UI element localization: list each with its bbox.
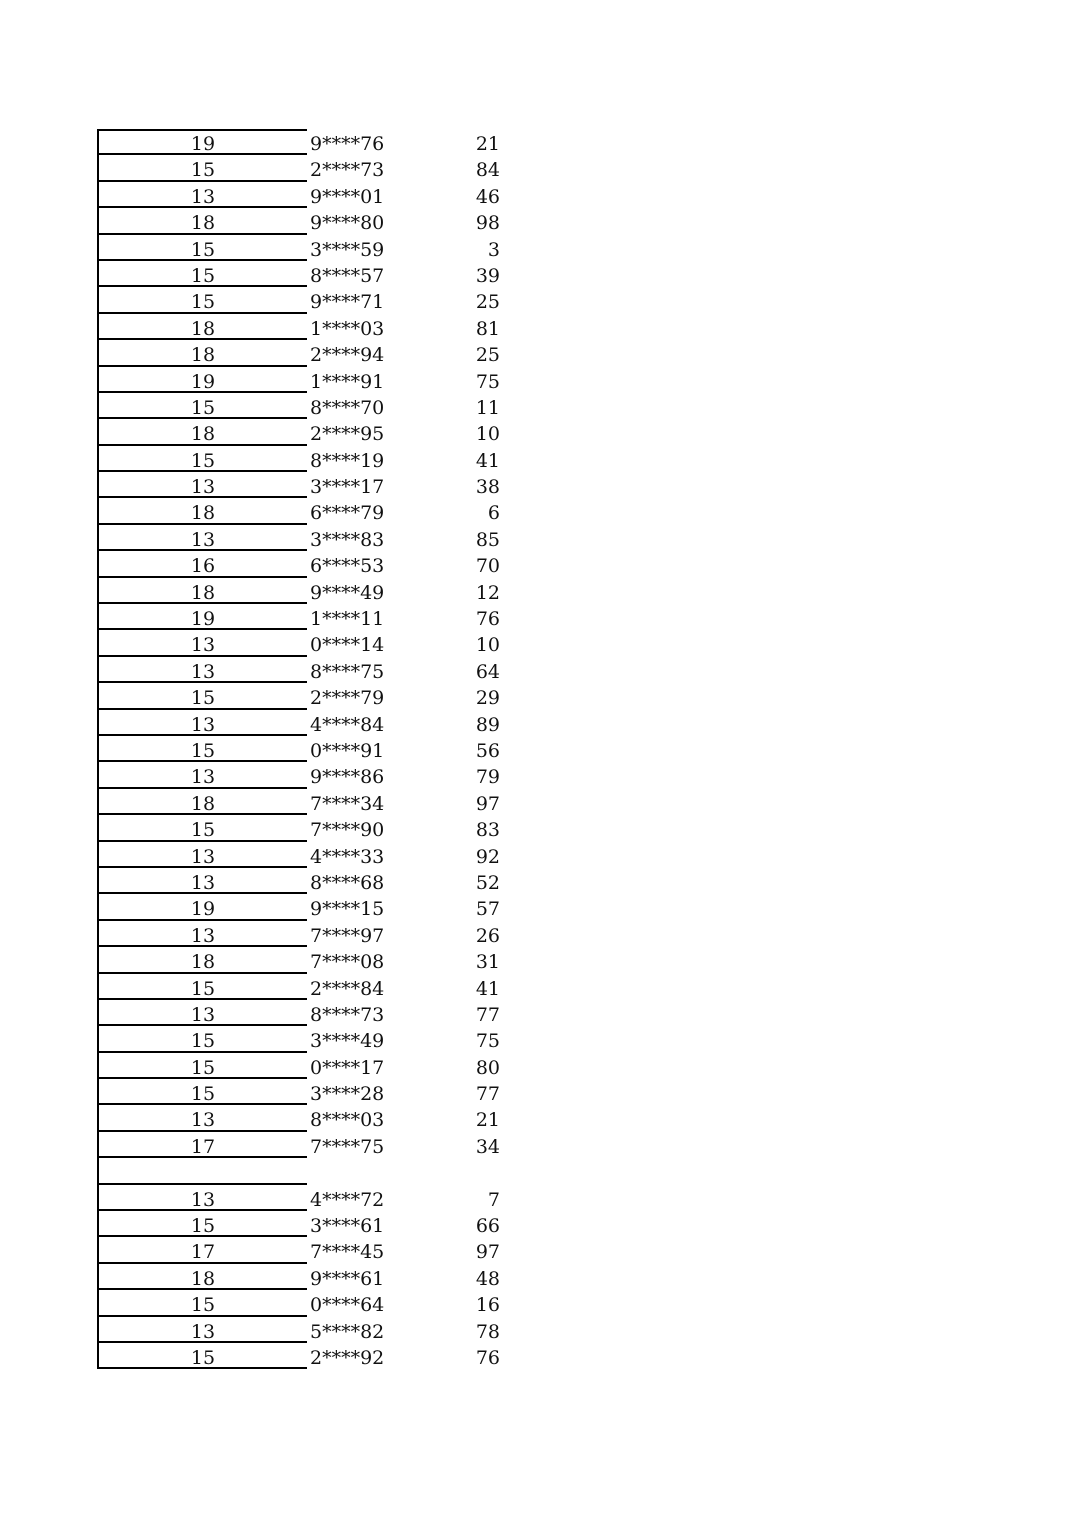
cell-column-c: 16 bbox=[475, 1294, 500, 1317]
cell-column-a: 17 bbox=[97, 1132, 307, 1158]
cell-column-c: 3 bbox=[487, 238, 500, 261]
table-row bbox=[97, 578, 517, 604]
cell-column-a: 13 bbox=[97, 182, 307, 208]
table-row bbox=[97, 894, 517, 920]
cell-column-c: 79 bbox=[475, 766, 500, 789]
cell-column-a: 19 bbox=[97, 604, 307, 630]
cell-column-a: 15 bbox=[97, 446, 307, 472]
table-row bbox=[97, 367, 517, 393]
table-row bbox=[97, 1053, 517, 1079]
cell-column-a: 15 bbox=[97, 974, 307, 1000]
cell-column-a: 19 bbox=[97, 129, 307, 155]
cell-column-b: 9****15 bbox=[310, 898, 385, 921]
cell-column-a: 15 bbox=[97, 1290, 307, 1316]
cell-column-a bbox=[97, 1158, 307, 1184]
table-row bbox=[97, 129, 517, 155]
table-row bbox=[97, 868, 517, 894]
cell-column-c: 41 bbox=[475, 449, 500, 472]
cell-column-b: 9****01 bbox=[310, 185, 385, 208]
cell-column-b: 3****49 bbox=[310, 1030, 385, 1053]
cell-column-b: 3****17 bbox=[310, 476, 385, 499]
cell-column-b: 3****83 bbox=[310, 528, 385, 551]
cell-column-c: 97 bbox=[475, 792, 500, 815]
cell-column-b: 8****19 bbox=[310, 449, 385, 472]
cell-column-b: 4****72 bbox=[310, 1188, 385, 1211]
table-row bbox=[97, 815, 517, 841]
cell-column-a: 18 bbox=[97, 419, 307, 445]
cell-column-a: 13 bbox=[97, 710, 307, 736]
table-row bbox=[97, 446, 517, 472]
cell-column-a: 18 bbox=[97, 947, 307, 973]
cell-column-b: 7****97 bbox=[310, 924, 385, 947]
cell-column-b: 7****08 bbox=[310, 951, 385, 974]
table-row bbox=[97, 736, 517, 762]
cell-column-c: 6 bbox=[487, 502, 500, 525]
table-row bbox=[97, 1343, 517, 1369]
cell-column-a: 13 bbox=[97, 472, 307, 498]
cell-column-b: 9****49 bbox=[310, 581, 385, 604]
table-row bbox=[97, 1105, 517, 1131]
table-row bbox=[97, 1237, 517, 1263]
cell-column-c: 10 bbox=[475, 423, 500, 446]
table-row bbox=[97, 974, 517, 1000]
table-row bbox=[97, 1026, 517, 1052]
cell-column-b: 9****86 bbox=[310, 766, 385, 789]
table-row bbox=[97, 498, 517, 524]
cell-column-c: 75 bbox=[475, 1030, 500, 1053]
table-row bbox=[97, 789, 517, 815]
table-row bbox=[97, 1185, 517, 1211]
cell-column-c: 48 bbox=[475, 1267, 500, 1290]
cell-column-b: 3****61 bbox=[310, 1215, 385, 1238]
cell-column-a: 18 bbox=[97, 340, 307, 366]
cell-column-b: 7****75 bbox=[310, 1135, 385, 1158]
cell-column-b: 8****57 bbox=[310, 264, 385, 287]
table-row bbox=[97, 551, 517, 577]
table-row bbox=[97, 419, 517, 445]
cell-column-a: 18 bbox=[97, 208, 307, 234]
cell-column-c: 39 bbox=[475, 264, 500, 287]
cell-column-b: 9****80 bbox=[310, 212, 385, 235]
cell-column-c: 80 bbox=[475, 1056, 500, 1079]
cell-column-c: 25 bbox=[475, 344, 500, 367]
cell-column-a: 15 bbox=[97, 287, 307, 313]
cell-column-a: 13 bbox=[97, 1105, 307, 1131]
cell-column-c bbox=[437, 1158, 500, 1184]
cell-column-b: 5****82 bbox=[310, 1320, 385, 1343]
cell-column-a: 18 bbox=[97, 789, 307, 815]
cell-column-a: 15 bbox=[97, 1343, 307, 1369]
table-row bbox=[97, 1317, 517, 1343]
cell-column-a: 15 bbox=[97, 155, 307, 181]
cell-column-a: 13 bbox=[97, 1317, 307, 1343]
cell-column-a: 13 bbox=[97, 868, 307, 894]
cell-column-b: 8****73 bbox=[310, 1003, 385, 1026]
table-row bbox=[97, 710, 517, 736]
table-row bbox=[97, 208, 517, 234]
cell-column-c: 21 bbox=[475, 1109, 500, 1132]
table-row bbox=[97, 630, 517, 656]
cell-column-a: 16 bbox=[97, 551, 307, 577]
cell-column-b: 8****68 bbox=[310, 871, 385, 894]
cell-column-c: 92 bbox=[475, 845, 500, 868]
cell-column-c: 76 bbox=[475, 608, 500, 631]
cell-column-a: 15 bbox=[97, 235, 307, 261]
table-row bbox=[97, 393, 517, 419]
cell-column-b: 1****11 bbox=[310, 608, 385, 631]
cell-column-b: 7****34 bbox=[310, 792, 385, 815]
cell-column-b: 1****91 bbox=[310, 370, 385, 393]
cell-column-c: 38 bbox=[475, 476, 500, 499]
cell-column-b: 2****92 bbox=[310, 1346, 385, 1369]
cell-column-c: 41 bbox=[475, 977, 500, 1000]
cell-column-b: 9****76 bbox=[310, 133, 385, 155]
table-row bbox=[97, 1132, 517, 1158]
cell-column-c: 97 bbox=[475, 1241, 500, 1264]
cell-column-c: 70 bbox=[475, 555, 500, 578]
cell-column-a: 19 bbox=[97, 894, 307, 920]
cell-column-b: 4****84 bbox=[310, 713, 385, 736]
cell-column-a: 15 bbox=[97, 815, 307, 841]
table-row bbox=[97, 1079, 517, 1105]
cell-column-a: 19 bbox=[97, 367, 307, 393]
cell-column-b: 8****70 bbox=[310, 396, 385, 419]
cell-column-a: 17 bbox=[97, 1237, 307, 1263]
cell-column-c: 64 bbox=[475, 660, 500, 683]
cell-column-b: 4****33 bbox=[310, 845, 385, 868]
cell-column-c: 75 bbox=[475, 370, 500, 393]
cell-column-c: 11 bbox=[475, 396, 500, 419]
table-row bbox=[97, 314, 517, 340]
table-row bbox=[97, 472, 517, 498]
cell-column-a: 15 bbox=[97, 683, 307, 709]
table-row bbox=[97, 947, 517, 973]
table-row bbox=[97, 235, 517, 261]
table-row bbox=[97, 1158, 517, 1184]
spreadsheet-table bbox=[97, 129, 517, 1369]
cell-column-a: 15 bbox=[97, 261, 307, 287]
cell-column-b: 6****53 bbox=[310, 555, 385, 578]
cell-column-b: 0****17 bbox=[310, 1056, 385, 1079]
cell-column-b: 3****59 bbox=[310, 238, 385, 261]
cell-column-c: 7 bbox=[487, 1188, 500, 1211]
cell-column-b: 2****79 bbox=[310, 687, 385, 710]
cell-column-c: 84 bbox=[475, 159, 500, 182]
table-row bbox=[97, 604, 517, 630]
cell-column-b: 7****90 bbox=[310, 819, 385, 842]
cell-column-a: 15 bbox=[97, 393, 307, 419]
cell-column-c: 34 bbox=[475, 1135, 500, 1158]
cell-column-a: 13 bbox=[97, 525, 307, 551]
cell-column-c: 29 bbox=[475, 687, 500, 710]
cell-column-c: 26 bbox=[475, 924, 500, 947]
table-row bbox=[97, 762, 517, 788]
cell-column-a: 15 bbox=[97, 1211, 307, 1237]
cell-column-c: 85 bbox=[475, 528, 500, 551]
cell-column-a: 18 bbox=[97, 578, 307, 604]
table-row bbox=[97, 340, 517, 366]
cell-column-b: 6****79 bbox=[310, 502, 385, 525]
cell-column-b: 3****28 bbox=[310, 1083, 385, 1106]
table-row bbox=[97, 921, 517, 947]
table-row bbox=[97, 683, 517, 709]
table-row bbox=[97, 1264, 517, 1290]
cell-column-a: 18 bbox=[97, 498, 307, 524]
table-row bbox=[97, 1290, 517, 1316]
cell-column-c: 77 bbox=[475, 1003, 500, 1026]
table-row bbox=[97, 1000, 517, 1026]
cell-column-c: 46 bbox=[475, 185, 500, 208]
table-row bbox=[97, 842, 517, 868]
table-row bbox=[97, 1211, 517, 1237]
cell-column-c: 98 bbox=[475, 212, 500, 235]
cell-column-c: 25 bbox=[475, 291, 500, 314]
cell-column-b: 0****64 bbox=[310, 1294, 385, 1317]
cell-column-a: 13 bbox=[97, 630, 307, 656]
table-row bbox=[97, 261, 517, 287]
cell-column-c: 57 bbox=[475, 898, 500, 921]
cell-column-a: 13 bbox=[97, 657, 307, 683]
cell-column-a: 13 bbox=[97, 921, 307, 947]
table-row bbox=[97, 525, 517, 551]
cell-column-c: 77 bbox=[475, 1083, 500, 1106]
cell-column-b: 9****71 bbox=[310, 291, 385, 314]
cell-column-a: 15 bbox=[97, 1079, 307, 1105]
cell-column-c: 76 bbox=[475, 1346, 500, 1369]
cell-column-b: 9****61 bbox=[310, 1267, 385, 1290]
cell-column-b: 1****03 bbox=[310, 317, 385, 340]
table-row bbox=[97, 287, 517, 313]
cell-column-a: 18 bbox=[97, 314, 307, 340]
cell-column-a: 13 bbox=[97, 1185, 307, 1211]
cell-column-c: 12 bbox=[475, 581, 500, 604]
cell-column-c: 21 bbox=[475, 133, 500, 155]
cell-column-a: 13 bbox=[97, 1000, 307, 1026]
cell-column-a: 13 bbox=[97, 762, 307, 788]
cell-column-a: 13 bbox=[97, 842, 307, 868]
table-row bbox=[97, 182, 517, 208]
cell-column-b: 0****14 bbox=[310, 634, 385, 657]
table-row bbox=[97, 155, 517, 181]
cell-column-b: 2****84 bbox=[310, 977, 385, 1000]
cell-column-c: 56 bbox=[475, 739, 500, 762]
cell-column-c: 66 bbox=[475, 1215, 500, 1238]
cell-column-a: 15 bbox=[97, 1053, 307, 1079]
cell-column-b: 2****94 bbox=[310, 344, 385, 367]
cell-column-c: 52 bbox=[475, 871, 500, 894]
cell-column-b: 2****95 bbox=[310, 423, 385, 446]
cell-column-a: 18 bbox=[97, 1264, 307, 1290]
cell-column-b: 2****73 bbox=[310, 159, 385, 182]
cell-column-c: 78 bbox=[475, 1320, 500, 1343]
cell-column-c: 10 bbox=[475, 634, 500, 657]
cell-column-c: 83 bbox=[475, 819, 500, 842]
table-row bbox=[97, 657, 517, 683]
cell-column-a: 15 bbox=[97, 1026, 307, 1052]
cell-column-c: 81 bbox=[475, 317, 500, 340]
cell-column-b: 0****91 bbox=[310, 739, 385, 762]
cell-column-c: 89 bbox=[475, 713, 500, 736]
cell-column-c: 31 bbox=[475, 951, 500, 974]
cell-column-b: 7****45 bbox=[310, 1241, 385, 1264]
cell-column-a: 15 bbox=[97, 736, 307, 762]
cell-column-b: 8****03 bbox=[310, 1109, 385, 1132]
cell-column-b: 8****75 bbox=[310, 660, 385, 683]
